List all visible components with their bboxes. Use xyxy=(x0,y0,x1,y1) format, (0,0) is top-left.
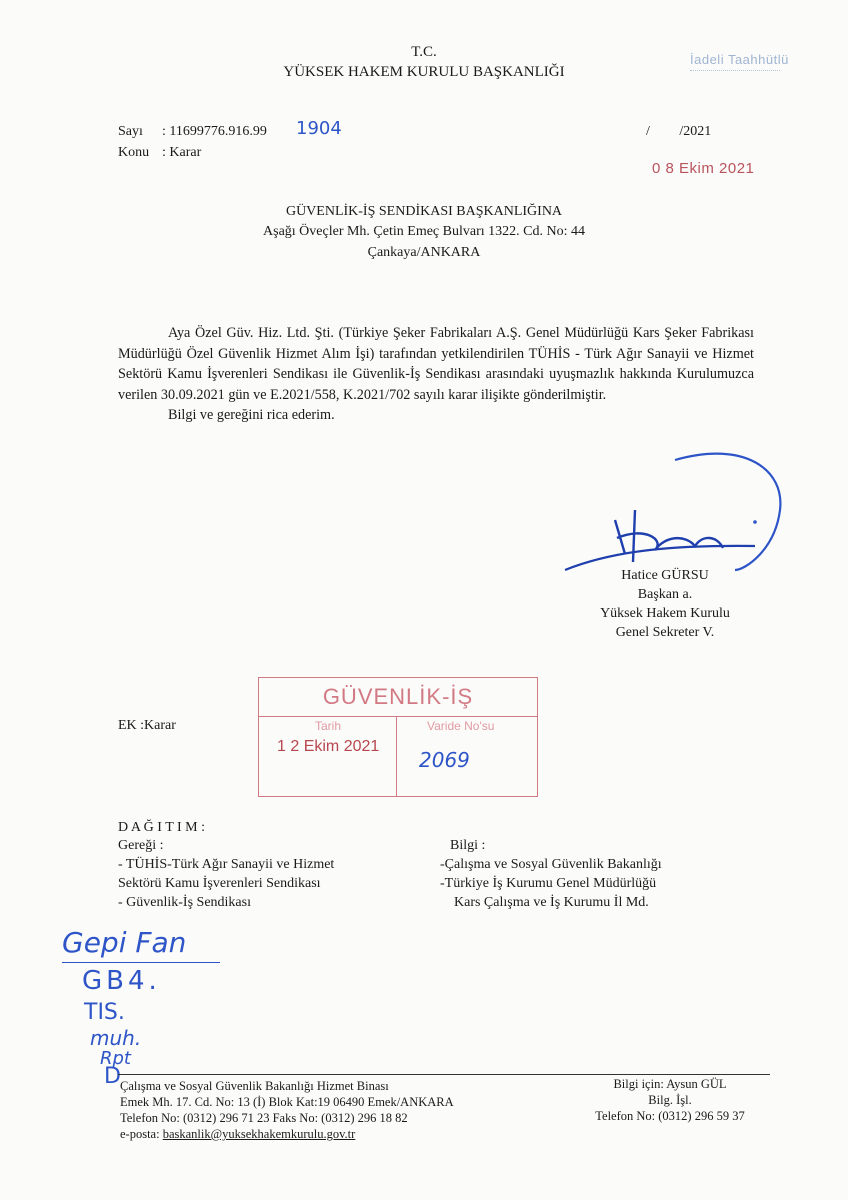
handwritten-underline xyxy=(62,962,220,963)
body-paragraph: Aya Özel Güv. Hiz. Ltd. Şti. (Türkiye Şeker Fabrikaları A.Ş. Genel Müdürlüğü Kars Şeker Fabrikası Müdürlüğü Özel Güvenlik Hizmet Alım İşi) tarafından yetkilendirilen TÜHİS - Türk Ağır Sanayii ve Hizmet Sektörü Kamu İşverenleri Sendikası ile Güvenlik-İş Sendikası arasındaki uyuşmazlık hakkında Kurulumuzca verilen 30.09.2021 gün ve E.2021/558, K.2021/702 sayılı karar ilişikte gönderilmiştir. xyxy=(118,325,754,403)
footer-address-2: Emek Mh. 17. Cd. No: 13 (İ) Blok Kat:19 06490 Emek/ANKARA xyxy=(120,1095,454,1109)
sayi-label: Sayı xyxy=(118,124,143,139)
footer-email-link[interactable]: baskanlik@yuksekhakemkurulu.gov.tr xyxy=(162,1127,356,1141)
stamp-underline xyxy=(690,70,780,71)
stamp-number-label: Varide No'su xyxy=(427,719,495,733)
handwritten-note-2: GB4. xyxy=(82,966,161,996)
signature-scribble xyxy=(555,450,805,580)
stamp-column-divider xyxy=(396,716,397,796)
stamp-title: GÜVENLİK-İŞ xyxy=(322,684,474,709)
handwritten-note-3: TIS. xyxy=(84,1000,125,1025)
distribution-action-item: - TÜHİS-Türk Ağır Sanayii ve Hizmet xyxy=(118,857,335,872)
footer-contact xyxy=(582,1076,758,1124)
sayi-handwritten: 1904 xyxy=(296,118,342,139)
handwritten-note-5: Rpt xyxy=(100,1048,131,1069)
document-date: / /2021 xyxy=(646,124,712,139)
stamp-divider xyxy=(259,716,537,717)
signer-name: Hatice GÜRSU xyxy=(621,568,709,583)
footer-info-label: Bilgi için: Aysun GÜL xyxy=(613,1077,727,1091)
signer-title-2: Yüksek Hakem Kurulu xyxy=(600,606,730,621)
distribution-info-item: -Türkiye İş Kurumu Genel Müdürlüğü xyxy=(440,876,657,891)
distribution-info-item: Kars Çalışma ve İş Kurumu İl Md. xyxy=(454,895,649,910)
handwritten-note-1: Gepi Fan xyxy=(62,926,187,959)
footer-email-label: e-posta: xyxy=(120,1127,160,1141)
sayi-value: : 11699776.916.99 xyxy=(162,124,267,139)
signer-title-1: Başkan a. xyxy=(637,587,693,602)
stamp-date-value: 1 2 Ekim 2021 xyxy=(277,738,380,755)
distribution-action-label: Gereği : xyxy=(118,838,164,853)
registered-mail-stamp: İadeli Taahhütlü xyxy=(690,52,789,67)
footer-phone: Telefon No: (0312) 296 71 23 Faks No: (0312) 296 18 82 xyxy=(120,1111,408,1125)
stamp-number-value: 2069 xyxy=(419,748,470,772)
recipient-city: Çankaya/ANKARA xyxy=(367,245,481,260)
distribution-info-label: Bilgi : xyxy=(450,838,486,853)
distribution-info xyxy=(440,836,662,912)
recipient-name: GÜVENLİK-İŞ SENDİKASI BAŞKANLIĞINA xyxy=(285,204,563,219)
footer-info-role: Bilg. İşl. xyxy=(648,1093,692,1107)
date-stamp: 0 8 Ekim 2021 xyxy=(652,160,755,177)
attachment-label: EK :Karar xyxy=(118,718,176,733)
distribution-action-item: Sektörü Kamu İşverenleri Sendikası xyxy=(118,876,321,891)
handwritten-note-6: D xyxy=(104,1064,121,1089)
letter-body xyxy=(118,323,754,426)
header-tc: T.C. xyxy=(411,44,437,60)
closing-paragraph: Bilgi ve gereğini rica ederim. xyxy=(168,407,335,423)
signer-title-3: Genel Sekreter V. xyxy=(615,625,715,640)
footer-address-1: Çalışma ve Sosyal Güvenlik Bakanlığı Hizmet Binası xyxy=(120,1079,389,1093)
distribution-info-item: -Çalışma ve Sosyal Güvenlik Bakanlığı xyxy=(440,857,662,872)
footer-address xyxy=(120,1078,454,1142)
incoming-register-stamp xyxy=(258,677,538,797)
recipient-address: Aşağı Öveçler Mh. Çetin Emeç Bulvarı 1322. Cd. No: 44 xyxy=(263,224,585,239)
distribution-action-item: - Güvenlik-İş Sendikası xyxy=(118,895,251,910)
stamp-date-label: Tarih xyxy=(315,719,342,733)
footer-divider xyxy=(118,1074,770,1075)
signature-block xyxy=(580,566,750,642)
konu-label: Konu xyxy=(118,145,150,160)
handwritten-note-4: muh. xyxy=(90,1026,142,1050)
footer-info-phone: Telefon No: (0312) 296 59 37 xyxy=(595,1109,745,1123)
header-institution: YÜKSEK HAKEM KURULU BAŞKANLIĞI xyxy=(283,64,565,80)
distribution-action xyxy=(118,836,334,912)
konu-value: : Karar xyxy=(162,145,202,160)
distribution-heading: D A Ğ I T I M : xyxy=(118,820,205,835)
